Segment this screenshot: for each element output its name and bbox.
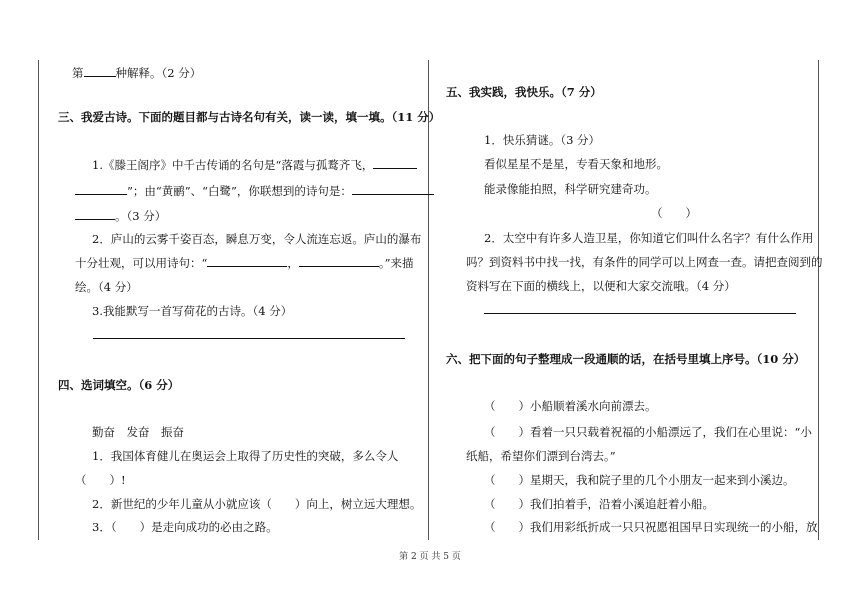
s6-sentence1: （ ）小船顺着溪水向前漂去。: [484, 399, 657, 413]
s3-q2-line2: 十分壮观，可以用诗句：“ ， 。”来描: [75, 256, 414, 270]
riddle-answer-blank[interactable]: （ ）: [651, 206, 697, 220]
s3-q1-line1: 1.《滕王阁序》中千古传诵的名句是“落霞与孤鹜齐飞，: [92, 156, 417, 173]
answer-blank[interactable]: [75, 207, 115, 220]
s5-q1-line: 1．快乐猜谜。（3 分）: [484, 133, 601, 147]
center-divider-line: [428, 60, 429, 540]
s3-q3-line: 3.我能默写一首写荷花的古诗。（4 分）: [92, 304, 293, 318]
s5-q2-line2: 吗？到资料书中找一找，有条件的同学可以上网查一查。请把查阅到的: [466, 255, 823, 269]
answer-blank[interactable]: [299, 254, 379, 267]
s6-sentence4: （ ）我们拍着手，沿着小溪追赶着小船。: [484, 497, 714, 511]
s3-q1-line2: ”；由“黄鹂”、“白鹭”，你联想到的诗句是：: [75, 182, 434, 199]
answer-line[interactable]: [93, 338, 405, 339]
s4-q2-line: 2．新世纪的少年儿童从小就应该（ ）向上，树立远大理想。: [92, 497, 422, 511]
answer-blank[interactable]: [75, 182, 127, 195]
riddle-line1: 看似星星不是星，专看天象和地形。: [484, 157, 668, 171]
answer-blank[interactable]: [352, 182, 434, 195]
page-footer: 第 2 页 共 5 页: [399, 552, 461, 562]
s6-sentence2-line1: （ ）看着一只只载着祝福的小船漂远了，我们在心里说：“小: [484, 425, 812, 439]
s3-q1-line3: 。（3 分）: [75, 207, 166, 224]
section5-heading: 五、我实践，我快乐。（7 分）: [446, 85, 602, 99]
s6-sentence2-line2: 纸船，希望你们漂到台湾去。”: [466, 449, 616, 463]
answer-blank[interactable]: [207, 254, 287, 267]
s4-q1-line2: （ ）!: [75, 473, 126, 487]
riddle-line2: 能录像能拍照，科学研究建奇功。: [484, 182, 657, 196]
s3-q2-line3: 绘。（4 分）: [75, 280, 138, 294]
section4-heading: 四、选词填空。（6 分）: [58, 378, 180, 392]
s4-q3-line: 3．（ ）是走向成功的必由之路。: [92, 520, 278, 534]
right-margin-line: [818, 60, 819, 540]
answer-line[interactable]: [484, 313, 796, 314]
section6-heading: 六、把下面的句子整理成一段通顺的话，在括号里填上序号。（10 分）: [446, 352, 806, 366]
left-margin-line: [38, 60, 39, 540]
s4-q1-line1: 1．我国体育健儿在奥运会上取得了历史性的突破，多么令人: [92, 449, 399, 463]
answer-blank[interactable]: [84, 64, 116, 77]
s6-sentence5: （ ）我们用彩纸折成一只只祝愿祖国早日实现统一的小船，放: [484, 520, 818, 534]
s5-q2-line3: 资料写在下面的横线上，以便和大家交流哦。（4 分）: [466, 279, 736, 293]
word-choices: 勤奋 发奋 振奋: [92, 425, 184, 439]
s3-q2-line1: 2．庐山的云雾千姿百态，瞬息万变，令人流连忘返。庐山的瀑布: [92, 232, 422, 246]
s5-q2-line1: 2．太空中有许多人造卫星，你知道它们叫什么名字？有什么作用: [484, 231, 814, 245]
answer-blank[interactable]: [373, 156, 417, 169]
carry-over-line: 第 种解释。（2 分）: [72, 66, 202, 80]
section3-heading: 三、我爱古诗。下面的题目都与古诗名句有关，读一读，填一填。（11 分）: [58, 110, 441, 124]
s6-sentence3: （ ）星期天，我和院子里的几个小朋友一起来到小溪边。: [484, 473, 795, 487]
